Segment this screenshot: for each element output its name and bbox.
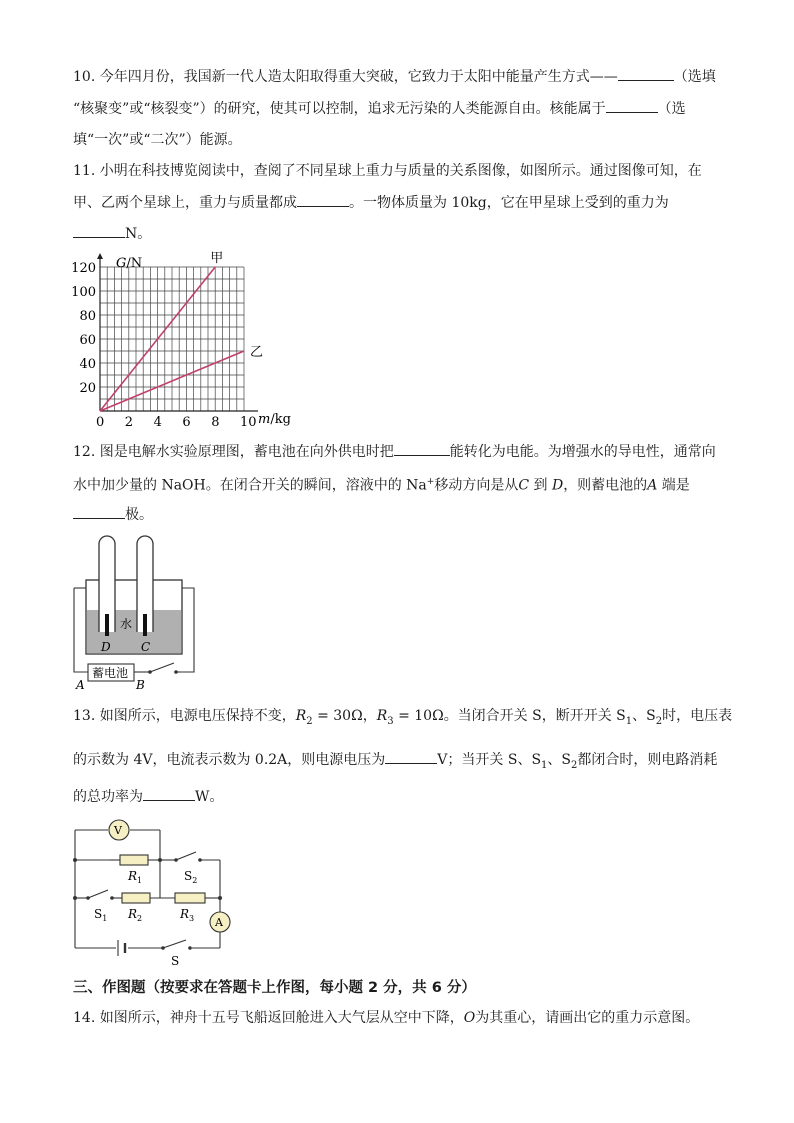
q13-line-3: 的总功率为 W。 [73, 786, 223, 807]
label-s: S [171, 954, 180, 968]
terminal-b: B [136, 678, 145, 692]
electrode-c [143, 614, 147, 636]
q10-line-3: 填“一次”或“二次”）能源。 [73, 132, 242, 148]
x-tick-label: 6 [182, 415, 191, 430]
label-d: D [101, 640, 111, 654]
label-c: C [141, 640, 151, 654]
q11-line-1: 11. 小明在科技博览阅读中，查阅了不同星球上重力与质量的关系图像，如图所示。通过图像可知，在 [73, 163, 702, 179]
x-tick-label: 4 [153, 415, 162, 430]
y-tick-label: 80 [79, 309, 96, 324]
y-axis-arrow [97, 253, 103, 259]
resistor-r2 [122, 893, 150, 903]
chart-grid [100, 267, 244, 411]
voltmeter-label: V [114, 824, 122, 837]
label-r3: $R_3$ [180, 907, 195, 923]
q11-line-3: N。 [73, 223, 151, 244]
resistor-r1 [120, 855, 148, 865]
chart-ticks [71, 261, 256, 430]
switch [150, 663, 174, 672]
answer-blank[interactable] [297, 192, 349, 207]
circuit-diagram [70, 820, 250, 968]
x-axis-label: m/kg [258, 412, 291, 427]
x-tick-label: 0 [96, 415, 105, 430]
y-axis-label: G/N [116, 256, 143, 271]
label-s1: $S_1$ [94, 907, 108, 923]
series-label: 乙 [250, 345, 264, 360]
q11-line-2: 甲、乙两个星球上，重力与质量都成 。一物体质量为 10kg，它在甲星球上受到的重力为 [73, 192, 669, 213]
q13-line-2: 的示数为 4V，电流表示数为 0.2A，则电源电压为 V；当开关 S、$S_1$、$S_2$都闭合时，则电路消耗 [73, 749, 717, 776]
electrolysis-figure [70, 532, 200, 692]
q12-line-2: 水中加少量的 NaOH。在闭合开关的瞬间，溶液中的 Na+移动方向是从C 到 D，则蓄电池的A 端是 [73, 477, 690, 494]
label-s2: $S_2$ [184, 869, 198, 885]
q13-line-1: 13. 如图所示，电源电压保持不变，$R_2 = 30\Omega$，$R_3 = 10\Omega$。当闭合开关 S，断开开关 $S_1$、$S_2$时，电压表 [73, 708, 733, 727]
answer-blank[interactable] [618, 66, 674, 81]
answer-blank[interactable] [606, 98, 658, 113]
q14-line-1: 14. 如图所示，神舟十五号飞船返回舱进入大气层从空中下降，O为其重心，请画出它的重力示意图。 [73, 1010, 700, 1026]
answer-blank[interactable] [73, 504, 125, 519]
answer-blank[interactable] [73, 223, 125, 238]
y-tick-label: 120 [71, 261, 96, 276]
y-tick-label: 40 [79, 357, 96, 372]
q10-line-2: “核聚变”或“核裂变”）的研究，使其可以控制，追求无污染的人类能源自由。核能属于 （选 [73, 98, 686, 119]
switch-s [163, 940, 186, 948]
gravity-mass-chart [70, 250, 310, 430]
label-r1: $R_1$ [128, 869, 143, 885]
series-label: 甲 [210, 251, 224, 266]
resistor-r3 [175, 893, 205, 903]
y-tick-label: 20 [79, 381, 96, 396]
section-3-title: 三、作图题（按要求在答题卡上作图，每小题 2 分，共 6 分） [73, 980, 476, 996]
answer-blank[interactable] [143, 786, 195, 801]
x-tick-label: 10 [240, 415, 257, 430]
q10-line-1: 10. 今年四月份，我国新一代人造太阳取得重大突破，它致力于太阳中能量产生方式—— （选填 [73, 66, 716, 87]
switch-s1 [88, 890, 108, 898]
q12-line-1: 12. 图是电解水实验原理图，蓄电池在向外供电时把 能转化为电能。为增强水的导电性，通常向 [73, 441, 716, 462]
q12-line-3: 极。 [73, 504, 153, 525]
y-tick-label: 100 [71, 285, 96, 300]
battery-label: 蓄电池 [92, 666, 129, 680]
water-label: 水 [120, 617, 133, 631]
y-tick-label: 60 [79, 333, 96, 348]
answer-blank[interactable] [394, 441, 450, 456]
ammeter-label: A [215, 916, 223, 929]
switch-s2 [176, 852, 196, 860]
answer-blank[interactable] [385, 749, 437, 764]
electrode-d [105, 614, 109, 636]
x-tick-label: 2 [124, 415, 134, 430]
x-tick-label: 8 [211, 415, 220, 430]
terminal-a: A [76, 678, 85, 692]
label-r2: $R_2$ [128, 907, 143, 923]
